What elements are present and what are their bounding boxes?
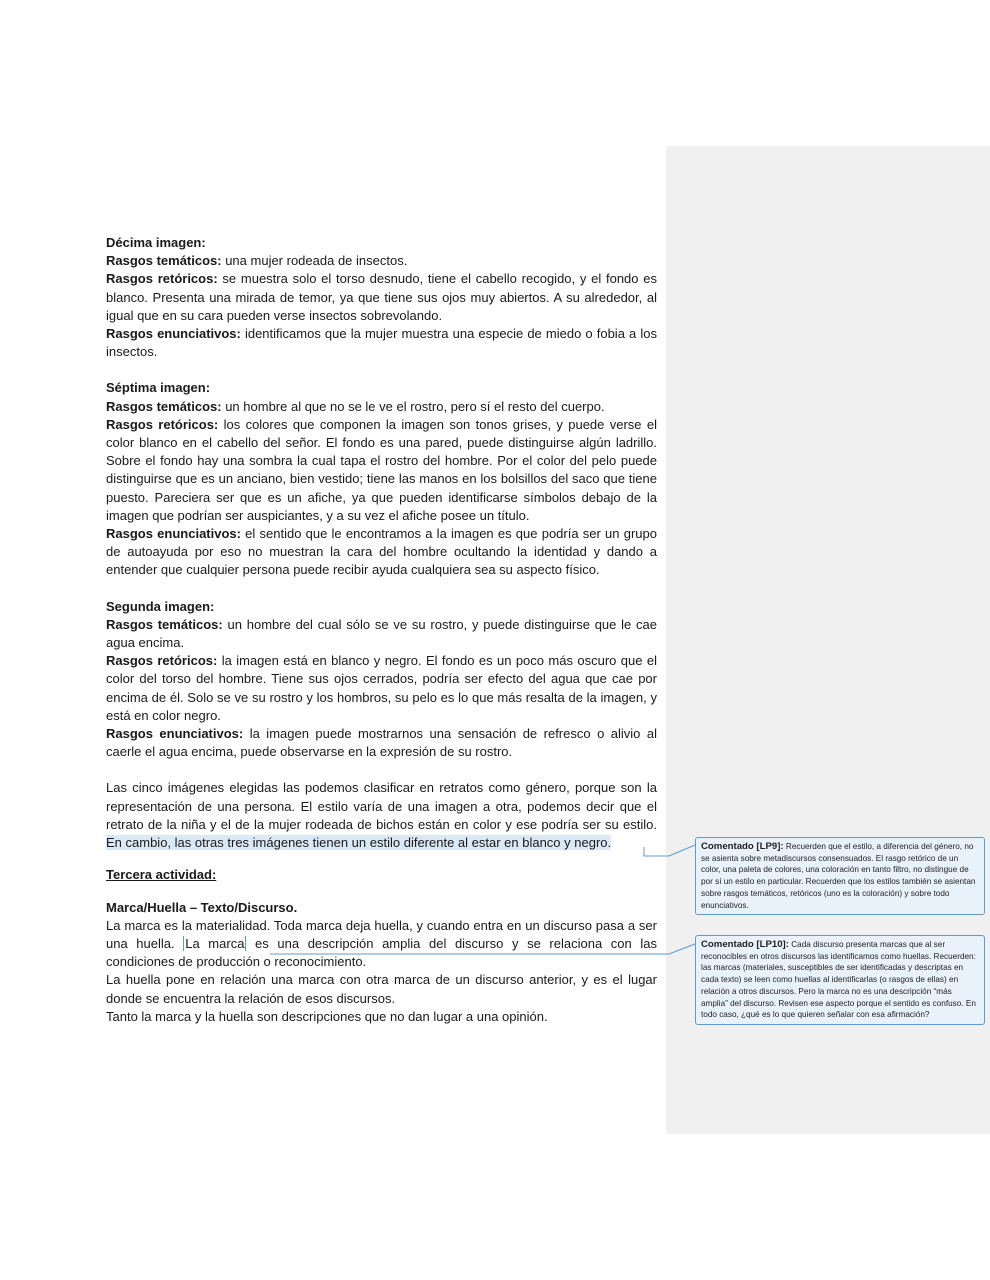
paragraph-conclusion: Tanto la marca y la huella son descripciones que no dan lugar a una opinión. [106,1008,548,1024]
paragraph-rasgos-retoricos: Rasgos retóricos: los colores que componen la imagen son tonos grises, y puede verse el color blanco en el cabello del señor. El fondo es una pared, puede distinguirse algún ladrillo. Sobre el fondo hay una sombra la cual tapa el rostro del hombre. Por el color del pelo puede distinguirse que es un anciano, bien vestido; tiene las manos en los bolsillos del saco que tiene puesto. Pareciera ser que es un afiche, ya que pueden identificarse símbolos debajo de la imagen que podrían ser auspiciantes, y a su vez el afiche posee un título. [106,416,657,523]
commented-text-lp10[interactable]: La marca [185,935,245,951]
paragraph-rasgos-enunciativos: Rasgos enunciativos: identificamos que la mujer muestra una especie de miedo o fobia a los insectos. [106,326,657,360]
comment-label: Comentado [LP9]: [701,841,784,852]
comment-lp10[interactable] [695,935,985,1025]
tercera-heading: Tercera actividad: [106,867,217,883]
section-decima [106,234,657,361]
paragraph-rasgos-enunciativos: Rasgos enunciativos: la imagen puede mostrarnos una sensación de refresco o alivio al caerle el agua encima, puede observarse en la expresión de su rostro. [106,726,657,760]
section-segunda [106,598,657,762]
paragraph-marca: La marca es la materialidad. Toda marca deja huella, y cuando entra en un discurso pasa a ser una huella. La marca es una descripción amplia del discurso y se relaciona con las condiciones de producción o reconocimiento. [106,917,657,970]
commented-text-lp9[interactable]: En cambio, las otras tres imágenes tienen un estilo diferente al estar en blanco y negro. [106,835,612,851]
paragraph-rasgos-tematicos: Rasgos temáticos: un hombre al que no se le ve el rostro, pero sí el resto del cuerpo. [106,398,605,414]
comment-label: Comentado [LP10]: [701,939,789,950]
paragraph-rasgos-tematicos: Rasgos temáticos: un hombre del cual sólo se ve su rostro, y puede distinguirse que le cae agua encima. [106,616,657,651]
comment-lp9[interactable] [695,837,985,915]
comment-text: Cada discurso presenta marcas que al ser reconocibles en otros discursos las identificamos como huellas. Recuerden: las marcas (materiales, susceptibles de ser identificadas y descriptas en cada texto) se leen como huellas al identificarlas (o rasgos de ellas) en relación a otros discursos. Pero la marca no es una descripción “más amplia” del discurso. Revisen ese aspecto porque el sentido es confuso. En todo caso, ¿qué es lo que quieren señalar con esa afirmación? [701,940,976,1020]
paragraph-rasgos-retoricos: Rasgos retóricos: la imagen está en blanco y negro. El fondo es un poco más oscuro que el color del torso del hombre. Tiene sus ojos cerrados, podría ser efecto del agua que cae por encima de él. Solo se ve su rostro y los hombros, su pelo es lo que más resalta de la imagen, y está en color negro. [106,653,657,723]
tercera-subheading: Marca/Huella – Texto/Discurso. [106,899,298,915]
paragraph-rasgos-enunciativos: Rasgos enunciativos: el sentido que le encontramos a la imagen es que podría ser un grupo de autoayuda por eso no muestran la cara del hombre ocultando la identidad y dando a entender que cualquier persona puede recibir ayuda cualquiera sea su aspecto físico. [106,526,657,578]
comment-text: Recuerden que el estilo, a diferencia del género, no se asienta sobre metadiscursos consensuados. El rasgo retórico de un color, una paleta de colores, una coloración en tanto filtro, no distingue de por sí un estilo en particular. Recuerden que los estilos también se asientan sobre rasgos temáticos, retóricos (uno es la coloración) y sobre todo enunciativos. [701,842,976,910]
paragraph-rasgos-tematicos: Rasgos temáticos: una mujer rodeada de insectos. [106,253,408,269]
section-title: Segunda imagen: [106,598,215,614]
section-title: Décima imagen: [106,235,206,250]
paragraph-rasgos-retoricos: Rasgos retóricos: se muestra solo el torso desnudo, tiene el cabello recogido, y el fondo es blanco. Presenta una mirada de temor, ya que tiene sus ojos muy abiertos. A su alrededor, al igual que en su cara pueden verse insectos sobrevolando. [106,271,657,323]
document-body [106,234,657,1026]
paragraph-huella: La huella pone en relación una marca con otra marca de un discurso anterior, y es el lugar donde se encuentra la relación de esos discursos. [106,972,657,1006]
section-title: Séptima imagen: [106,380,211,396]
section-septima [106,379,657,579]
summary-paragraph: Las cinco imágenes elegidas las podemos clasificar en retratos como género, porque son la representación de una persona. El estilo varía de una imagen a otra, podemos decir que el retrato de la niña y el de la mujer rodeada de bichos están en color y ese podría ser su estilo. En cambio, las otras tres imágenes tienen un estilo diferente al estar en blanco y negro. [106,780,657,851]
